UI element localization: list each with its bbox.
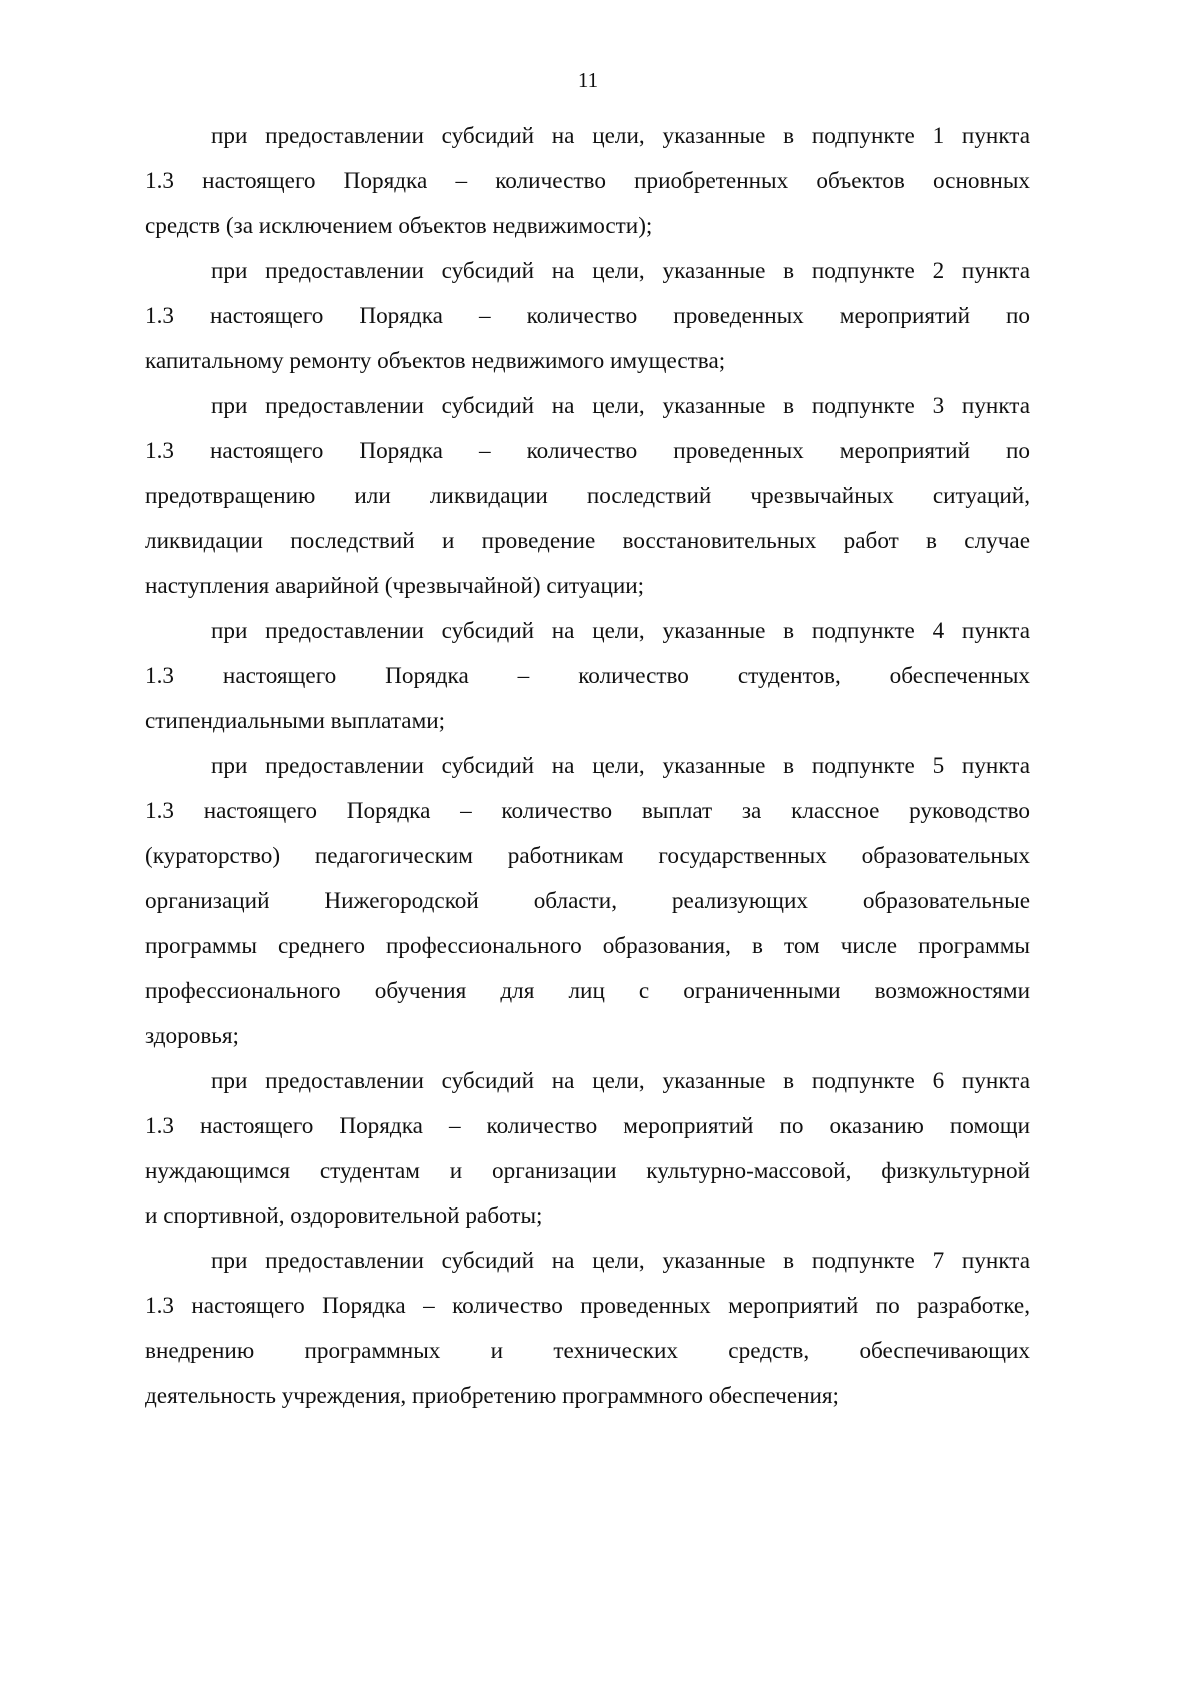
text-line: 1.3 настоящего Порядка – количество проведенных мероприятий по	[145, 303, 1030, 329]
text-line: при предоставлении субсидий на цели, указанные в подпункте 4 пункта	[211, 618, 1030, 644]
text-line: стипендиальными выплатами;	[145, 708, 446, 734]
text-line: средств (за исключением объектов недвижимости);	[145, 213, 653, 239]
paragraph-subitem-6	[145, 1059, 1030, 1239]
paragraph-subitem-3	[145, 384, 1030, 609]
text-line: 1.3 настоящего Порядка – количество проведенных мероприятий по	[145, 438, 1030, 464]
text-line: наступления аварийной (чрезвычайной) ситуации;	[145, 573, 645, 599]
text-line: нуждающимся студентам и организации культурно-массовой, физкультурной	[145, 1158, 1030, 1184]
text-line: 1.3 настоящего Порядка – количество мероприятий по оказанию помощи	[145, 1113, 1030, 1139]
text-line: предотвращению или ликвидации последствий чрезвычайных ситуаций,	[145, 483, 1030, 509]
text-line: капитальному ремонту объектов недвижимого имущества;	[145, 348, 726, 374]
text-line: при предоставлении субсидий на цели, указанные в подпункте 6 пункта	[211, 1068, 1030, 1094]
text-line: при предоставлении субсидий на цели, указанные в подпункте 1 пункта	[211, 123, 1030, 149]
text-line: внедрению программных и технических средств, обеспечивающих	[145, 1338, 1030, 1364]
text-line: при предоставлении субсидий на цели, указанные в подпункте 3 пункта	[211, 393, 1030, 419]
text-line: при предоставлении субсидий на цели, указанные в подпункте 5 пункта	[211, 753, 1030, 779]
paragraph-subitem-5	[145, 744, 1030, 1059]
text-line: 1.3 настоящего Порядка – количество приобретенных объектов основных	[145, 168, 1030, 194]
document-body	[145, 114, 1030, 1419]
text-line: 1.3 настоящего Порядка – количество студентов, обеспеченных	[145, 663, 1030, 689]
paragraph-subitem-2	[145, 249, 1030, 384]
text-line: организаций Нижегородской области, реализующих образовательные	[145, 888, 1030, 914]
paragraph-subitem-4	[145, 609, 1030, 744]
paragraph-subitem-7	[145, 1239, 1030, 1419]
text-line: 1.3 настоящего Порядка – количество проведенных мероприятий по разработке,	[145, 1293, 1030, 1319]
text-line: деятельность учреждения, приобретению программного обеспечения;	[145, 1383, 839, 1409]
text-line: ликвидации последствий и проведение восстановительных работ в случае	[145, 528, 1030, 554]
text-line: при предоставлении субсидий на цели, указанные в подпункте 2 пункта	[211, 258, 1030, 284]
text-line: (кураторство) педагогическим работникам государственных образовательных	[145, 843, 1030, 869]
text-line: программы среднего профессионального образования, в том числе программы	[145, 933, 1030, 959]
text-line: и спортивной, оздоровительной работы;	[145, 1203, 543, 1229]
text-line: при предоставлении субсидий на цели, указанные в подпункте 7 пункта	[211, 1248, 1030, 1274]
paragraph-subitem-1	[145, 114, 1030, 249]
text-line: здоровья;	[145, 1023, 239, 1049]
text-line: 1.3 настоящего Порядка – количество выплат за классное руководство	[145, 798, 1030, 824]
page-number: 11	[577, 68, 599, 92]
text-line: профессионального обучения для лиц с ограниченными возможностями	[145, 978, 1030, 1004]
